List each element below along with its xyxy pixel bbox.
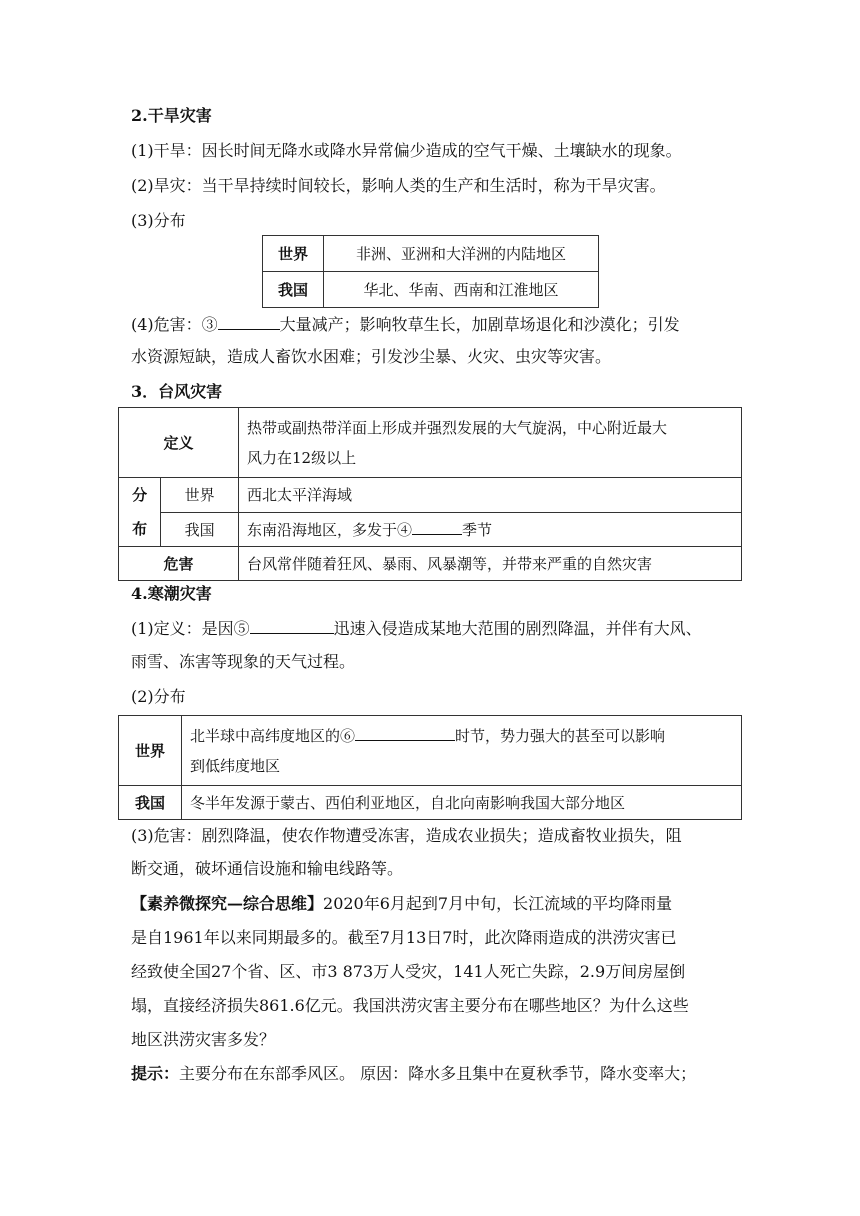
drought-distribution-heading: (3)分布 bbox=[131, 211, 186, 230]
drought-definition: (1)干旱：因长时间无降水或降水异常偏少造成的空气干燥、土壤缺水的现象。 bbox=[131, 141, 682, 160]
drought-china-value: 华北、华南、西南和江淮地区 bbox=[324, 272, 599, 308]
inquiry-line-5: 地区洪涝灾害多发？ bbox=[131, 1030, 276, 1049]
typhoon-title: 3．台风灾害 bbox=[131, 382, 223, 401]
inquiry-line-4: 塌，直接经济损失861.6亿元。我国洪涝灾害主要分布在哪些地区？为什么这些 bbox=[131, 996, 689, 1015]
cold-wave-distribution-heading: (2)分布 bbox=[131, 687, 186, 706]
blank-3 bbox=[218, 313, 280, 330]
typhoon-world-label: 世界 bbox=[161, 478, 239, 513]
typhoon-table bbox=[118, 407, 742, 581]
drought-title: 2.干旱灾害 bbox=[131, 106, 212, 125]
blank-5 bbox=[250, 617, 334, 634]
drought-china-label: 我国 bbox=[263, 272, 324, 308]
blank-6 bbox=[355, 724, 455, 741]
cold-world-label: 世界 bbox=[119, 716, 182, 786]
typhoon-harm-label: 危害 bbox=[119, 547, 239, 581]
drought-harm-line-2: 水资源短缺，造成人畜饮水困难；引发沙尘暴、火灾、虫灾等灾害。 bbox=[131, 347, 612, 366]
blank-4 bbox=[412, 518, 462, 535]
typhoon-world-value: 西北太平洋海域 bbox=[239, 478, 742, 513]
cold-china-value: 冬半年发源于蒙古、西伯利亚地区，自北向南影响我国大部分地区 bbox=[182, 786, 742, 820]
inquiry-line-3: 经致使全国27个省、区、市3 873万人受灾，141人死亡失踪，2.9万间房屋倒 bbox=[131, 962, 686, 981]
inquiry-line-1: 【素养微探究—综合思维】2020年6月起到7月中旬，长江流域的平均降雨量 bbox=[131, 894, 673, 913]
cold-wave-harm-1: (3)危害：剧烈降温，使农作物遭受冻害，造成农业损失；造成畜牧业损失，阻 bbox=[131, 826, 682, 845]
cold-world-value: 北半球中高纬度地区的⑥ 时节，势力强大的甚至可以影响 到低纬度地区 bbox=[182, 716, 742, 786]
hint-line: 提示：主要分布在东部季风区。 原因：降水多且集中在夏秋季节，降水变率大； bbox=[131, 1064, 697, 1083]
typhoon-def-label: 定义 bbox=[119, 408, 239, 478]
typhoon-china-value: 东南沿海地区，多发于④ 季节 bbox=[239, 512, 742, 547]
drought-disaster: (2)旱灾：当干旱持续时间较长，影响人类的生产和生活时，称为干旱灾害。 bbox=[131, 176, 666, 195]
cold-wave-title: 4.寒潮灾害 bbox=[131, 584, 212, 603]
drought-world-label: 世界 bbox=[263, 236, 324, 272]
cold-wave-table bbox=[118, 715, 742, 820]
typhoon-def-value: 热带或副热带洋面上形成并强烈发展的大气旋涡，中心附近最大 风力在12级以上 bbox=[239, 408, 742, 478]
cold-wave-harm-2: 断交通，破坏通信设施和输电线路等。 bbox=[131, 859, 404, 878]
cold-china-label: 我国 bbox=[119, 786, 182, 820]
typhoon-dist-label: 分 布 bbox=[119, 478, 161, 547]
typhoon-china-label: 我国 bbox=[161, 512, 239, 547]
inquiry-label: 【素养微探究—综合思维】 bbox=[131, 894, 324, 913]
inquiry-line-2: 是自1961年以来同期最多的。截至7月13日7时，此次降雨造成的洪涝灾害已 bbox=[131, 928, 677, 947]
cold-wave-definition-2: 雨雪、冻害等现象的天气过程。 bbox=[131, 652, 356, 671]
hint-label: 提示： bbox=[131, 1064, 180, 1083]
drought-distribution-table bbox=[262, 235, 599, 308]
drought-world-value: 非洲、亚洲和大洋洲的内陆地区 bbox=[324, 236, 599, 272]
typhoon-harm-value: 台风常伴随着狂风、暴雨、风暴潮等，并带来严重的自然灾害 bbox=[239, 547, 742, 581]
cold-wave-definition-1: (1)定义：是因⑤ 迅速入侵造成某地大范围的剧烈降温，并伴有大风、 bbox=[131, 619, 702, 638]
drought-harm-line-1: (4)危害：③ 大量减产；影响牧草生长，加剧草场退化和沙漠化；引发 bbox=[131, 315, 680, 334]
